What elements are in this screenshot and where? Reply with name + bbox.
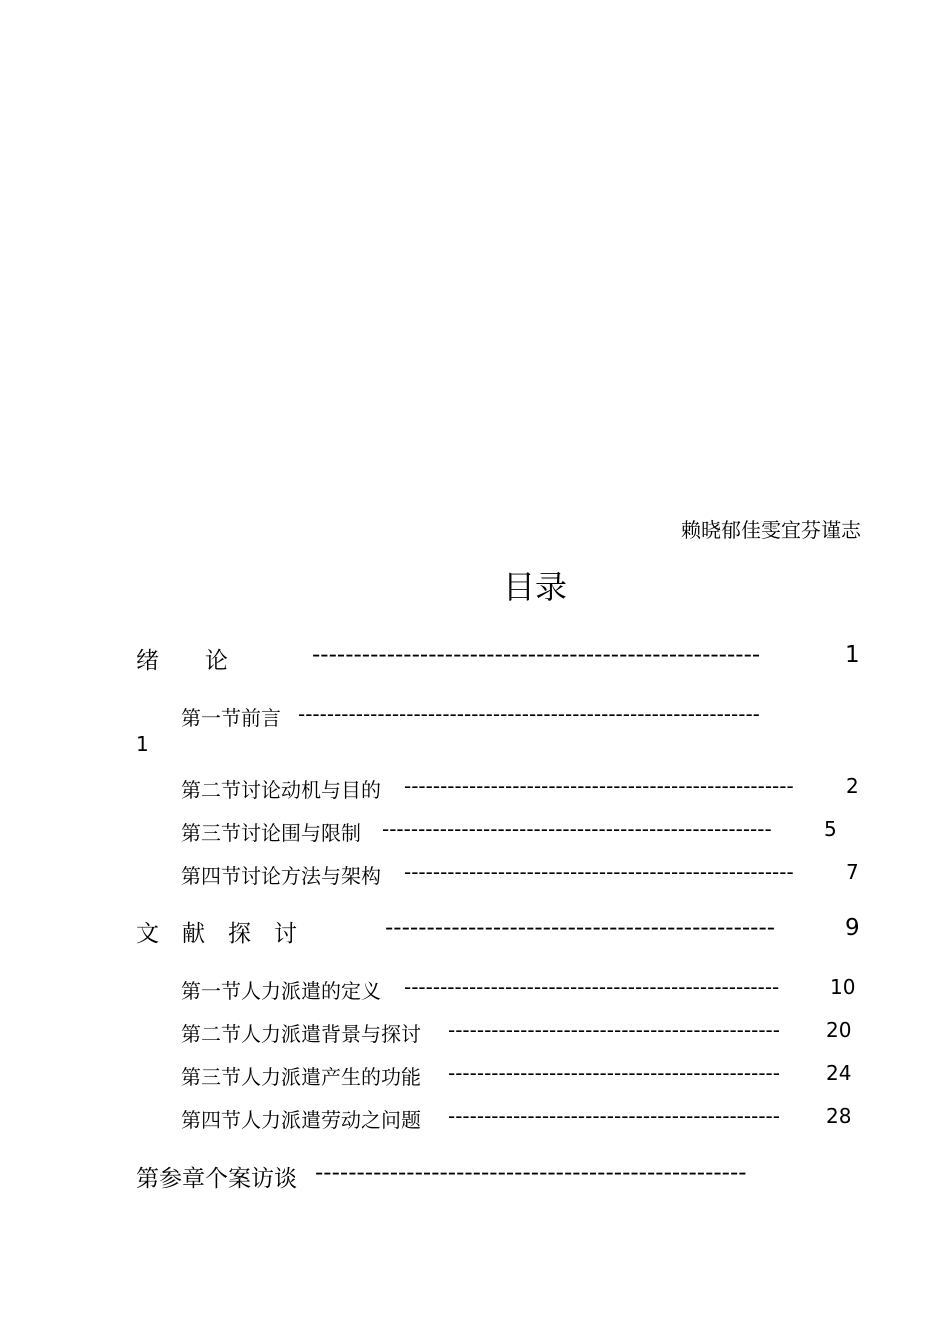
toc-leader-dashes: ----------------------------------------------- <box>385 915 776 941</box>
toc-page-number: 5 <box>824 817 837 841</box>
toc-leader-dashes: ---------------------------------------------- <box>448 1061 780 1085</box>
toc-page-number: 7 <box>846 860 859 884</box>
toc-section-label: 第二节人力派遣背景与探讨 <box>181 1022 421 1046</box>
toc-page-number: 20 <box>826 1018 852 1042</box>
toc-section-label: 第三节人力派遣产生的功能 <box>181 1065 421 1089</box>
toc-section-label: 第三节讨论围与限制 <box>181 821 361 845</box>
toc-section-label: 第一节人力派遣的定义 <box>181 979 381 1003</box>
toc-page-number: 10 <box>830 975 856 999</box>
toc-page-number: 1 <box>845 642 860 668</box>
toc-section-label: 第四节讨论方法与架构 <box>181 864 381 888</box>
toc-page-number: 9 <box>845 915 860 941</box>
toc-chapter-label: 绪 论 <box>136 648 228 674</box>
toc-section-label: 第一节前言 <box>181 706 281 730</box>
toc-page-number: 28 <box>826 1104 852 1128</box>
toc-title: 目录 <box>502 568 567 606</box>
toc-leader-dashes: ---------------------------------------------------------------- <box>298 702 760 726</box>
toc-chapter-label: 文 献 探 讨 <box>136 921 297 947</box>
toc-leader-dashes: ---------------------------------------------- <box>448 1018 780 1042</box>
author-signature: 赖晓郁佳雯宜芬谨志 <box>681 518 861 542</box>
toc-leader-dashes: ------------------------------------------------------ <box>404 774 794 798</box>
toc-page-number: 2 <box>846 774 859 798</box>
toc-chapter-label: 第参章个案访谈 <box>136 1166 297 1192</box>
toc-leader-dashes: ------------------------------------------------------ <box>404 860 794 884</box>
toc-leader-dashes: ---------------------------------------------------- <box>404 975 780 999</box>
toc-section-label: 第四节人力派遣劳动之问题 <box>181 1108 421 1132</box>
toc-leader-dashes: ---------------------------------------------------- <box>315 1160 747 1186</box>
toc-leader-dashes: ------------------------------------------------------ <box>312 642 761 668</box>
toc-page-number: 24 <box>826 1061 852 1085</box>
toc-section-label: 第二节讨论动机与目的 <box>181 778 381 802</box>
toc-page-number: 1 <box>136 732 149 756</box>
toc-leader-dashes: ------------------------------------------------------ <box>382 817 772 841</box>
toc-leader-dashes: ---------------------------------------------- <box>448 1104 780 1128</box>
